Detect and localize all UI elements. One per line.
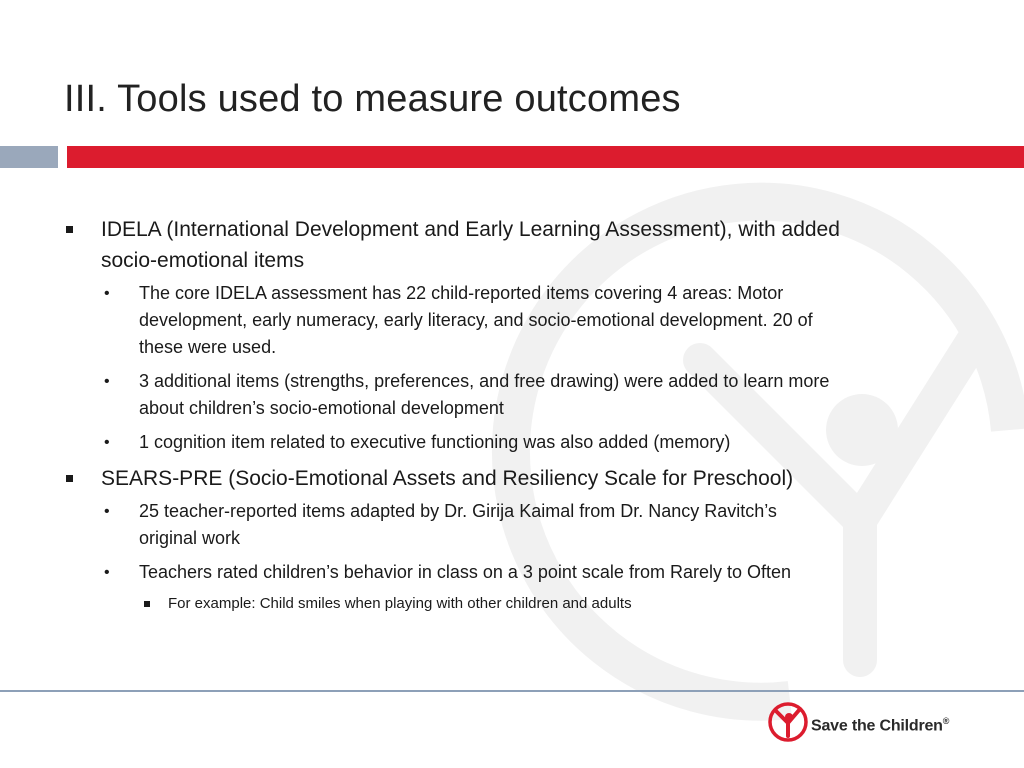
dot-bullet-icon: • [104, 503, 110, 520]
footer-divider [0, 690, 1024, 692]
sub-sub-bullet-example: For example: Child smiles when playing with other children and adults [64, 593, 964, 615]
slide-title: III. Tools used to measure outcomes [64, 78, 681, 120]
square-bullet-icon [66, 226, 73, 233]
dot-bullet-icon: • [104, 285, 110, 302]
title-accent-bar-blue [0, 146, 58, 168]
dot-bullet-icon: • [104, 564, 110, 581]
sub-bullet-idela-additional: • 3 additional items (strengths, preferences, and free drawing) were added to learn more about children’s socio-emotional development [64, 368, 964, 422]
square-bullet-icon [144, 601, 150, 607]
title-accent-bar-red [67, 146, 1024, 168]
bullet-idela: IDELA (International Development and Early Learning Assessment), with added socio-emotional items [64, 214, 964, 276]
sub-bullet-idela-cognition: • 1 cognition item related to executive functioning was also added (memory) [64, 429, 964, 456]
square-bullet-icon [66, 475, 73, 482]
sub-bullet-idela-core: • The core IDELA assessment has 22 child-reported items covering 4 areas: Motor development, early numeracy, early literacy, and socio-emotional development. 20 of these were used. [64, 280, 964, 361]
child-arms-raised-icon [768, 702, 808, 742]
dot-bullet-icon: • [104, 373, 110, 390]
bullet-sears: SEARS-PRE (Socio-Emotional Assets and Resiliency Scale for Preschool) [64, 463, 964, 494]
slide-content [64, 214, 964, 615]
save-the-children-logo [768, 700, 968, 748]
sub-bullet-sears-items: • 25 teacher-reported items adapted by Dr. Girija Kaimal from Dr. Nancy Ravitch’s original work [64, 498, 964, 552]
logo-text: Save the Children® [811, 716, 950, 735]
dot-bullet-icon: • [104, 434, 110, 451]
sub-bullet-sears-scale: • Teachers rated children’s behavior in class on a 3 point scale from Rarely to Often [64, 559, 964, 586]
